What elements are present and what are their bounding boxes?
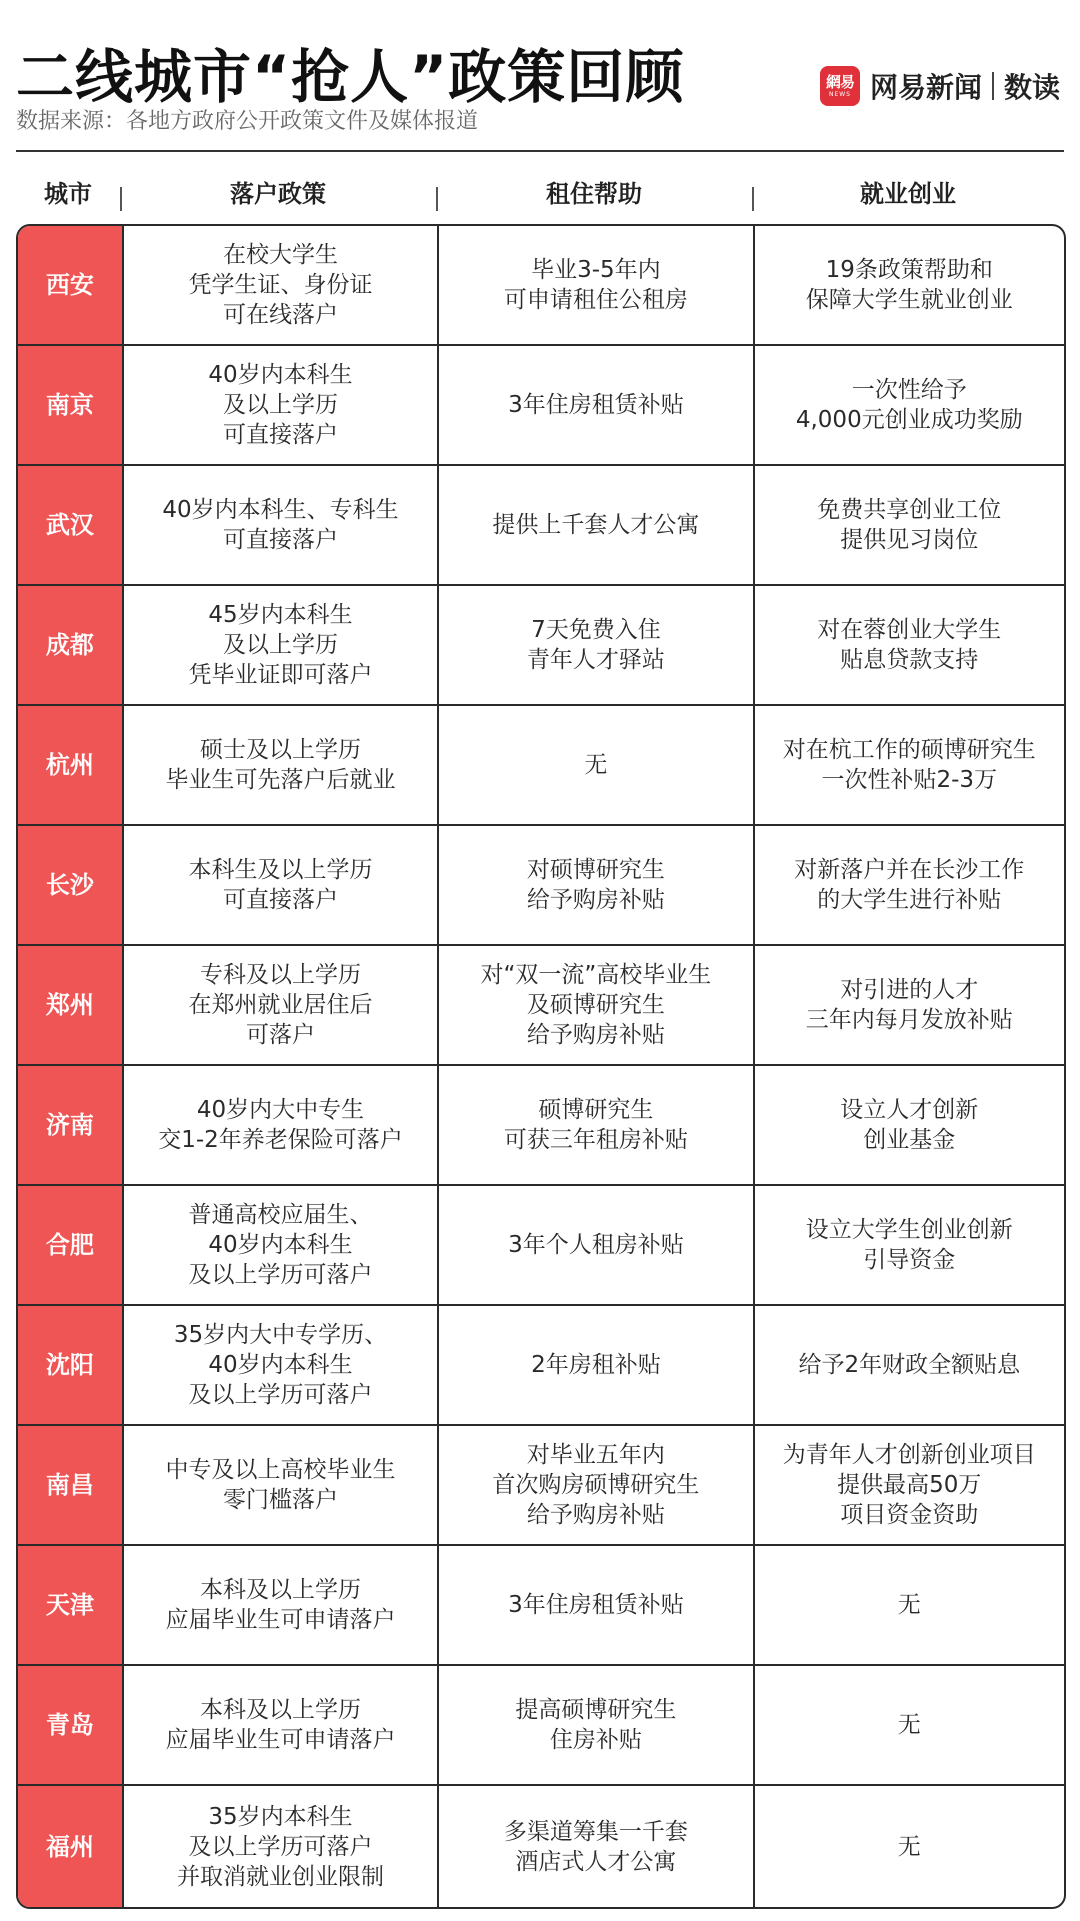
housing-cell: 多渠道筹集一千套 酒店式人才公寓 — [437, 1786, 752, 1907]
table-row — [18, 346, 1064, 466]
netease-logo-icon: 網易 NEWS — [820, 66, 860, 106]
city-cell: 郑州 — [18, 946, 122, 1064]
hukou-cell: 40岁内本科生、专科生 可直接落户 — [122, 466, 437, 584]
housing-cell: 3年住房租赁补贴 — [437, 1546, 752, 1664]
hukou-cell: 35岁内本科生 及以上学历可落户 并取消就业创业限制 — [122, 1786, 437, 1907]
city-cell: 长沙 — [18, 826, 122, 944]
city-cell: 杭州 — [18, 706, 122, 824]
housing-cell: 对毕业五年内 首次购房硕博研究生 给予购房补贴 — [437, 1426, 752, 1544]
page-title: 二线城市“抢人”政策回顾 — [16, 43, 685, 111]
hukou-cell: 专科及以上学历 在郑州就业居住后 可落户 — [122, 946, 437, 1064]
city-cell: 南昌 — [18, 1426, 122, 1544]
housing-cell: 3年个人租房补贴 — [437, 1186, 752, 1304]
city-cell: 合肥 — [18, 1186, 122, 1304]
job-cell: 设立大学生创业创新 引导资金 — [753, 1186, 1064, 1304]
housing-cell: 7天免费入住 青年人才驿站 — [437, 586, 752, 704]
table-row — [18, 706, 1064, 826]
hukou-cell: 本科生及以上学历 可直接落户 — [122, 826, 437, 944]
header-divider — [16, 150, 1064, 152]
job-cell: 无 — [753, 1786, 1064, 1907]
job-cell: 为青年人才创新创业项目 提供最高50万 项目资金资助 — [753, 1426, 1064, 1544]
housing-cell: 提供上千套人才公寓 — [437, 466, 752, 584]
job-cell: 对引进的人才 三年内每月发放补贴 — [753, 946, 1064, 1064]
table-row — [18, 1426, 1064, 1546]
column-header-city: 城市 — [44, 179, 92, 208]
city-cell: 天津 — [18, 1546, 122, 1664]
housing-cell: 无 — [437, 706, 752, 824]
table-row — [18, 1066, 1064, 1186]
housing-cell: 毕业3-5年内 可申请租住公租房 — [437, 226, 752, 344]
housing-cell: 硕博研究生 可获三年租房补贴 — [437, 1066, 752, 1184]
table-row — [18, 1186, 1064, 1306]
job-cell: 无 — [753, 1666, 1064, 1784]
job-cell: 给予2年财政全额贴息 — [753, 1306, 1064, 1424]
city-cell: 沈阳 — [18, 1306, 122, 1424]
table-row — [18, 466, 1064, 586]
column-header-job: 就业创业 — [752, 174, 1064, 209]
table-header — [16, 164, 1064, 218]
brand-block — [820, 64, 1060, 108]
city-cell: 青岛 — [18, 1666, 122, 1784]
table-row — [18, 826, 1064, 946]
job-cell: 设立人才创新 创业基金 — [753, 1066, 1064, 1184]
city-cell: 福州 — [18, 1786, 122, 1907]
job-cell: 对在杭工作的硕博研究生 一次性补贴2-3万 — [753, 706, 1064, 824]
city-cell: 济南 — [18, 1066, 122, 1184]
city-cell: 西安 — [18, 226, 122, 344]
table-row — [18, 226, 1064, 346]
table-row — [18, 586, 1064, 706]
policy-table — [16, 224, 1066, 1909]
hukou-cell: 45岁内本科生 及以上学历 凭毕业证即可落户 — [122, 586, 437, 704]
hukou-cell: 40岁内本科生 及以上学历 可直接落户 — [122, 346, 437, 464]
job-cell: 无 — [753, 1546, 1064, 1664]
hukou-cell: 普通高校应届生、 40岁内本科生 及以上学历可落户 — [122, 1186, 437, 1304]
column-header-housing: 租住帮助 — [436, 174, 752, 209]
hukou-cell: 40岁内大中专生 交1-2年养老保险可落户 — [122, 1066, 437, 1184]
brand-divider — [992, 72, 994, 100]
job-cell: 19条政策帮助和 保障大学生就业创业 — [753, 226, 1064, 344]
data-source-note: 数据来源：各地方政府公开政策文件及媒体报道 — [16, 109, 479, 134]
job-cell: 对新落户并在长沙工作 的大学生进行补贴 — [753, 826, 1064, 944]
job-cell: 免费共享创业工位 提供见习岗位 — [753, 466, 1064, 584]
housing-cell: 对“双一流”高校毕业生 及硕博研究生 给予购房补贴 — [437, 946, 752, 1064]
housing-cell: 提高硕博研究生 住房补贴 — [437, 1666, 752, 1784]
table-row — [18, 1666, 1064, 1786]
housing-cell: 对硕博研究生 给予购房补贴 — [437, 826, 752, 944]
brand-section: 数读 — [1003, 71, 1060, 104]
table-row — [18, 1546, 1064, 1666]
table-row — [18, 1786, 1064, 1907]
housing-cell: 3年住房租赁补贴 — [437, 346, 752, 464]
hukou-cell: 中专及以上高校毕业生 零门槛落户 — [122, 1426, 437, 1544]
city-cell: 成都 — [18, 586, 122, 704]
job-cell: 对在蓉创业大学生 贴息贷款支持 — [753, 586, 1064, 704]
hukou-cell: 35岁内大中专学历、 40岁内本科生 及以上学历可落户 — [122, 1306, 437, 1424]
hukou-cell: 本科及以上学历 应届毕业生可申请落户 — [122, 1546, 437, 1664]
hukou-cell: 本科及以上学历 应届毕业生可申请落户 — [122, 1666, 437, 1784]
brand-name: 网易新闻 — [869, 71, 982, 104]
job-cell: 一次性给予 4,000元创业成功奖励 — [753, 346, 1064, 464]
column-header-hukou: 落户政策 — [120, 174, 436, 209]
table-row — [18, 946, 1064, 1066]
city-cell: 武汉 — [18, 466, 122, 584]
hukou-cell: 硕士及以上学历 毕业生可先落户后就业 — [122, 706, 437, 824]
city-cell: 南京 — [18, 346, 122, 464]
housing-cell: 2年房租补贴 — [437, 1306, 752, 1424]
table-row — [18, 1306, 1064, 1426]
hukou-cell: 在校大学生 凭学生证、身份证 可在线落户 — [122, 226, 437, 344]
